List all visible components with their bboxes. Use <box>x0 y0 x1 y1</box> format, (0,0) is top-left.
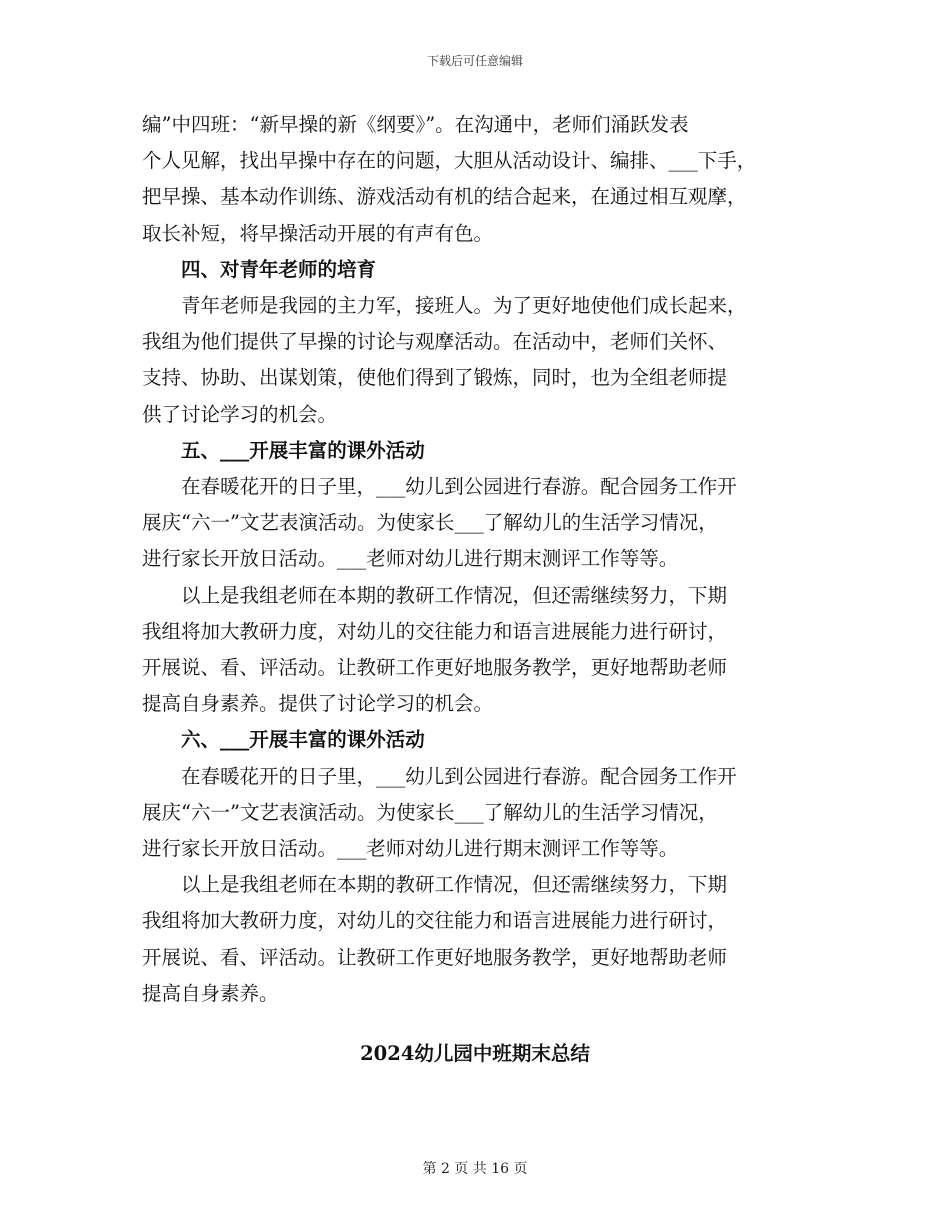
document-body <box>142 107 822 1012</box>
body-line: 以上是我组老师在本期的教研工作情况，但还需继续努力，下期 <box>181 583 728 607</box>
body-line: 取长补短，将早操活动开展的有声有色。 <box>142 221 494 245</box>
body-line: 个人见解，找出早操中存在的问题，大胆从活动设计、编排、___下手， <box>142 149 757 173</box>
page-number: 第 2 页 共 16 页 <box>422 1161 528 1177</box>
body-line: 进行家长开放日活动。___老师对幼儿进行期末测评工作等等。 <box>142 837 679 861</box>
body-line: 开展说、看、评活动。让教研工作更好地服务教学，更好地帮助老师 <box>142 945 728 969</box>
body-line: 青年老师是我园的主力军，接班人。为了更好地使他们成长起来， <box>181 294 747 318</box>
body-line: 我组将加大教研力度，对幼儿的交往能力和语言进展能力进行研讨， <box>142 909 728 933</box>
page-header-note: 下载后可任意编辑 <box>426 54 523 68</box>
body-line: 我组将加大教研力度，对幼儿的交往能力和语言进展能力进行研讨， <box>142 619 728 643</box>
body-line: 开展说、看、评活动。让教研工作更好地服务教学，更好地帮助老师 <box>142 656 728 680</box>
body-line: 把早操、基本动作训练、游戏活动有机的结合起来，在通过相互观摩， <box>142 185 747 209</box>
body-line: 编”中四班：“新早操的新《纲要》”。在沟通中，老师们涌跃发表 <box>142 113 689 136</box>
body-line: 我组为他们提供了早操的讨论与观摩活动。在活动中，老师们关怀、 <box>142 330 728 354</box>
body-line: 以上是我组老师在本期的教研工作情况，但还需继续努力，下期 <box>181 873 728 897</box>
body-line: 提高自身素养。 <box>142 981 279 1005</box>
section-heading: 四、对青年老师的培育 <box>181 257 377 281</box>
body-line: 在春暖花开的日子里，___幼儿到公园进行春游。配合园务工作开 <box>181 764 737 788</box>
body-line: 供了讨论学习的机会。 <box>142 402 338 426</box>
document-title: 2024幼儿园中班期末总结 <box>360 1042 590 1065</box>
section-heading: 五、___开展丰富的课外活动 <box>181 438 425 462</box>
body-line: 在春暖花开的日子里，___幼儿到公园进行春游。配合园务工作开 <box>181 475 737 499</box>
body-line: 展庆“六一”文艺表演活动。为使家长___了解幼儿的生活学习情况， <box>142 800 718 824</box>
section-heading: 六、___开展丰富的课外活动 <box>181 728 425 752</box>
body-line: 支持、协助、出谋划策，使他们得到了锻炼，同时，也为全组老师提 <box>142 366 728 390</box>
body-line: 进行家长开放日活动。___老师对幼儿进行期末测评工作等等。 <box>142 547 679 571</box>
body-line: 提高自身素养。提供了讨论学习的机会。 <box>142 692 494 716</box>
body-line: 展庆“六一”文艺表演活动。为使家长___了解幼儿的生活学习情况， <box>142 511 718 535</box>
